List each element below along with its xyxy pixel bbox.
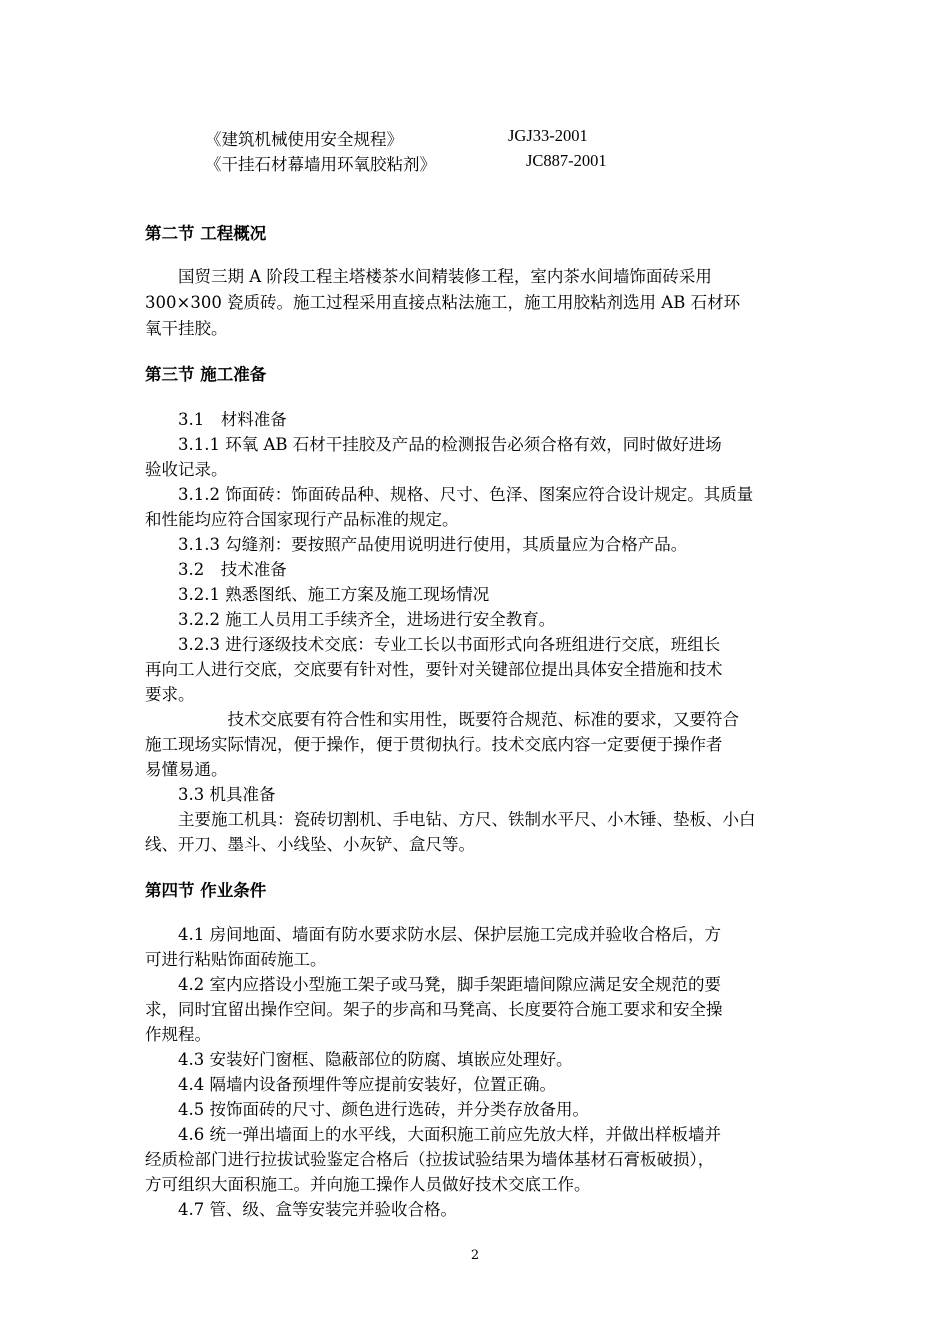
paragraph-line: 主要施工机具：瓷砖切割机、手电钻、方尺、铁制水平尺、小木锤、垫板、小白 bbox=[145, 810, 756, 829]
reference-title: 《干挂石材幕墙用环氧胶粘剂》 bbox=[205, 155, 436, 174]
paragraph-line: 技术交底要有符合性和实用性，既要符合规范、标准的要求，又要符合 bbox=[145, 710, 739, 729]
paragraph-line: 国贸三期 A 阶段工程主塔楼茶水间精装修工程，室内茶水间墙饰面砖采用 bbox=[145, 267, 712, 286]
paragraph-line: 3.2.2 施工人员用工手续齐全，进场进行安全教育。 bbox=[145, 610, 556, 629]
paragraph-line: 3.1.2 饰面砖：饰面砖品种、规格、尺寸、色泽、图案应符合设计规定。其质量 bbox=[145, 485, 754, 504]
paragraph-line: 4.6 统一弹出墙面上的水平线，大面积施工前应先放大样，并做出样板墙并 bbox=[145, 1125, 721, 1144]
paragraph-line: 3.1 材料准备 bbox=[145, 410, 287, 429]
page-number: 2 bbox=[470, 1248, 480, 1263]
paragraph-line: 求，同时宜留出操作空间。架子的步高和马凳高、长度要符合施工要求和安全操 bbox=[145, 1000, 723, 1019]
paragraph-line: 和性能均应符合国家现行产品标准的规定。 bbox=[145, 510, 459, 529]
paragraph-line: 要求。 bbox=[145, 685, 195, 704]
paragraph-line: 4.2 室内应搭设小型施工架子或马凳，脚手架距墙间隙应满足安全规范的要 bbox=[145, 975, 721, 994]
paragraph-line: 3.2.3 进行逐级技术交底：专业工长以书面形式向各班组进行交底，班组长 bbox=[145, 635, 721, 654]
paragraph-line: 氧干挂胶。 bbox=[145, 319, 228, 338]
paragraph-line: 3.1.1 环氧 AB 石材干挂胶及产品的检测报告必须合格有效，同时做好进场 bbox=[145, 435, 722, 454]
paragraph-line: 3.2 技术准备 bbox=[145, 560, 287, 579]
paragraph-line: 经质检部门进行拉拔试验鉴定合格后（拉拔试验结果为墙体基材石膏板破损）， bbox=[145, 1150, 715, 1169]
paragraph-line: 4.7 管、级、盒等安装完并验收合格。 bbox=[145, 1200, 457, 1219]
reference-title: 《建筑机械使用安全规程》 bbox=[205, 130, 403, 149]
section-heading: 第二节 工程概况 bbox=[145, 224, 267, 243]
section-heading: 第三节 施工准备 bbox=[145, 365, 267, 384]
paragraph-line: 可进行粘贴饰面砖施工。 bbox=[145, 950, 327, 969]
paragraph-line: 线、开刀、墨斗、小线坠、小灰铲、盒尺等。 bbox=[145, 835, 475, 854]
paragraph-line: 验收记录。 bbox=[145, 460, 228, 479]
paragraph-line: 再向工人进行交底，交底要有针对性，要针对关键部位提出具体安全措施和技术 bbox=[145, 660, 723, 679]
paragraph-line: 4.3 安装好门窗框、隐蔽部位的防腐、填嵌应处理好。 bbox=[145, 1050, 573, 1069]
section-heading: 第四节 作业条件 bbox=[145, 881, 267, 900]
paragraph-line: 300×300 瓷质砖。施工过程采用直接点粘法施工，施工用胶粘剂选用 AB 石材环 bbox=[145, 293, 741, 312]
paragraph-line: 施工现场实际情况，便于操作，便于贯彻执行。技术交底内容一定要便于操作者 bbox=[145, 735, 723, 754]
paragraph-line: 4.1 房间地面、墙面有防水要求防水层、保护层施工完成并验收合格后，方 bbox=[145, 925, 721, 944]
paragraph-line: 4.5 按饰面砖的尺寸、颜色进行选砖，并分类存放备用。 bbox=[145, 1100, 589, 1119]
paragraph-line: 作规程。 bbox=[145, 1025, 211, 1044]
paragraph-line: 方可组织大面积施工。并向施工操作人员做好技术交底工作。 bbox=[145, 1175, 591, 1194]
paragraph-line: 易懂易通。 bbox=[145, 760, 228, 779]
paragraph-line: 3.1.3 勾缝剂：要按照产品使用说明进行使用，其质量应为合格产品。 bbox=[145, 535, 688, 554]
paragraph-line: 3.3 机具准备 bbox=[145, 785, 276, 804]
reference-code: JGJ33-2001 bbox=[508, 126, 588, 145]
paragraph-line: 4.4 隔墙内设备预埋件等应提前安装好，位置正确。 bbox=[145, 1075, 556, 1094]
paragraph-line: 3.2.1 熟悉图纸、施工方案及施工现场情况 bbox=[145, 585, 490, 604]
reference-code: JC887-2001 bbox=[526, 151, 607, 170]
